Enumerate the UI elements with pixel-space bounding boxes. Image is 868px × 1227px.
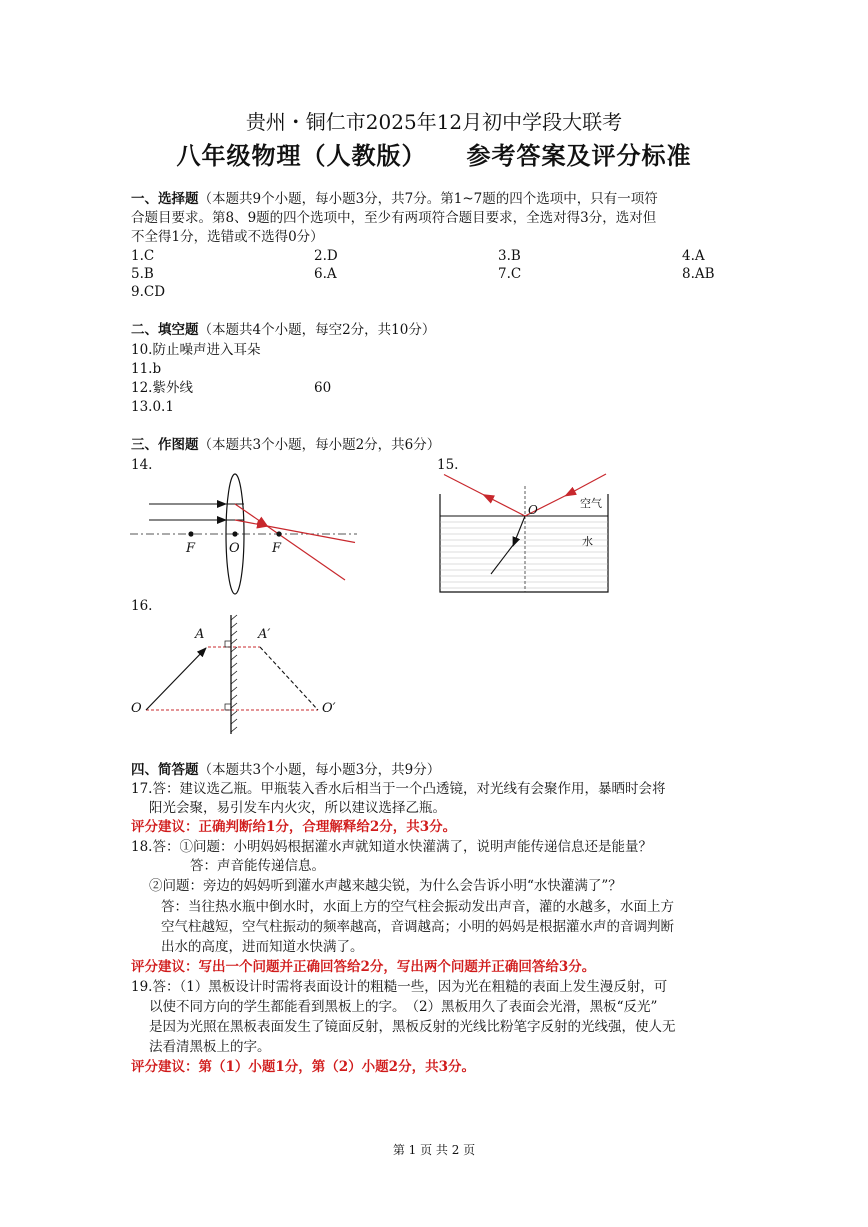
water-lines — [440, 522, 608, 588]
focal-point-right-dot — [276, 531, 281, 536]
right-angle-mark-top — [225, 641, 231, 647]
section3-desc: （本题共3个小题，每小题2分，共6分） — [198, 437, 441, 453]
label-O-prime: O′ — [322, 701, 336, 716]
label-O: O — [528, 503, 538, 517]
answer-7: 7.C — [498, 266, 522, 282]
answer-10: 10.防止噪声进入耳朵 — [131, 342, 261, 358]
answer-19-line2: 以使不同方向的学生都能看到黑板上的字。 （2）黑板用久了表面会光滑，黑板“反光” — [149, 999, 658, 1015]
exam-title: 贵州・铜仁市2025年12月初中学段大联考 — [245, 110, 623, 134]
answer-19-line1: 19.答：（1）黑板设计时需将表面设计的粗糙一些，因为光在粗糙的表面上发生漫反射，可 — [131, 979, 668, 995]
exam-subtitle — [0, 136, 868, 171]
label-F-right: F — [272, 541, 282, 556]
label-A: A — [195, 627, 205, 642]
refracted-ray — [513, 516, 525, 546]
answer-13: 13.0.1 — [131, 399, 174, 415]
answer-4: 4.A — [682, 248, 705, 264]
answer-19-score: 评分建议：第（1）小题1分，第（2）小题2分，共3分。 — [131, 1059, 475, 1075]
incident-ray — [566, 474, 606, 496]
subject-title: 八年级物理（人教版） — [176, 141, 427, 170]
answer-18-line1: 18.答：①问题：小明妈妈根据灌水声就知道水快灌满了，说明声能传递信息还是能量？ — [131, 839, 652, 855]
answer-18-score: 评分建议：写出一个问题并正确回答给2分，写出两个问题并正确回答给3分。 — [131, 959, 596, 975]
mirror-hatching — [231, 615, 237, 732]
object-arrow-OA — [146, 648, 206, 710]
answer-18-line3: ②问题：旁边的妈妈听到灌水声越来越尖锐，为什么会告诉小明“水快灌满了”？ — [149, 878, 622, 894]
answer-19-line4: 法看清黑板上的字。 — [149, 1039, 271, 1055]
section1-desc1: （本题共9个小题，每小题3分，共7分。第1~7题的四个选项中，只有一项符 — [198, 191, 658, 207]
figure-15-refraction — [438, 470, 613, 596]
answer-11: 11.b — [131, 361, 162, 377]
answer-key-title: 参考答案及评分标准 — [466, 141, 692, 170]
section2-line — [131, 321, 435, 339]
optical-center-dot — [232, 531, 237, 536]
right-angle-mark-bottom — [225, 704, 231, 710]
page-footer: 第 1 页 共 2 页 — [392, 1143, 476, 1157]
section1-heading: 一、选择题 — [131, 191, 199, 207]
section1-line1 — [131, 190, 658, 208]
answer-18-line6: 出水的高度，进而知道水快满了。 — [161, 939, 364, 955]
answer-17-score: 评分建议：正确判断给1分，合理解释给2分，共3分。 — [131, 819, 457, 835]
label-F-left: F — [186, 541, 196, 556]
label-O: O — [229, 541, 240, 556]
answer-12a: 12.紫外线 — [131, 380, 193, 396]
answer-18-line2: 答：声音能传递信息。 — [190, 858, 325, 874]
section2-desc: （本题共4个小题，每空2分，共10分） — [198, 322, 436, 338]
focal-point-left-dot — [188, 531, 193, 536]
label-water: 水 — [582, 535, 593, 548]
answer-18-line4: 答：当往热水瓶中倒水时，水面上方的空气柱会振动发出声音，灌的水越多，水面上方 — [161, 899, 674, 915]
answer-17-line2: 阳光会聚，易引发车内火灾，所以建议选择乙瓶。 — [149, 800, 446, 816]
answer-9: 9.CD — [131, 284, 166, 300]
answer-1: 1.C — [131, 248, 155, 264]
question-15-label: 15. — [437, 457, 459, 473]
answer-12b: 60 — [314, 380, 332, 396]
section4-heading: 四、简答题 — [131, 762, 199, 778]
answer-2: 2.D — [314, 248, 338, 264]
image-line-A-prime-O-prime — [260, 647, 318, 710]
label-O: O — [131, 701, 142, 716]
answer-8: 8.AB — [682, 266, 715, 282]
reflected-ray-rest — [444, 475, 485, 496]
refracted-ray-rest — [491, 545, 514, 575]
section1-desc3: 不全得1分，选错或不选得0分） — [131, 229, 324, 245]
section2-heading: 二、填空题 — [131, 322, 199, 338]
section3-heading: 三、作图题 — [131, 437, 199, 453]
label-A-prime: A′ — [258, 627, 271, 642]
figure-16-plane-mirror — [128, 612, 353, 737]
section4-desc: （本题共3个小题，每小题3分，共9分） — [198, 762, 441, 778]
answer-17-line1: 17.答：建议选乙瓶。甲瓶装入香水后相当于一个凸透镜，对光线有会聚作用，暴晒时会将 — [131, 781, 666, 797]
label-air: 空气 — [580, 497, 602, 510]
answer-5: 5.B — [131, 266, 154, 282]
answer-3: 3.B — [498, 248, 521, 264]
answer-18-line5: 空气柱越短，空气柱振动的频率越高，音调越高；小明的妈妈是根据灌水声的音调判断 — [161, 919, 674, 935]
reflected-ray — [484, 495, 525, 516]
section4-line — [131, 761, 440, 779]
section1-desc2: 合题目要求。第8、9题的四个选项中，至少有两项符合题目要求，全选对得3分，选对但 — [131, 210, 657, 226]
question-14-label: 14. — [131, 457, 153, 473]
section3-line — [131, 436, 440, 454]
answer-19-line3: 是因为光照在黑板表面发生了镜面反射，黑板反射的光线比粉笔字反射的光线强，使人无 — [149, 1019, 676, 1035]
question-16-label: 16. — [131, 598, 153, 614]
figure-14-convex-lens — [125, 470, 365, 600]
answer-6: 6.A — [314, 266, 337, 282]
